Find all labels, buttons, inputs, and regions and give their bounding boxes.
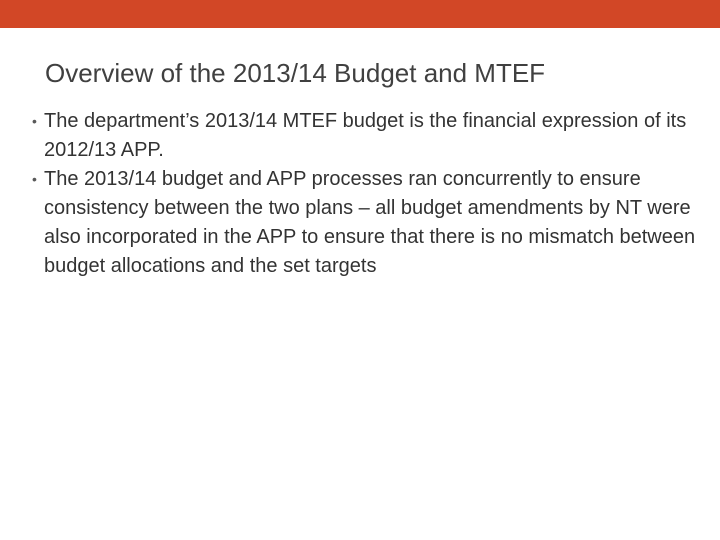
bullet-text: The department’s 2013/14 MTEF budget is the financial expression of its 2012/13 APP. [44, 110, 687, 161]
bullet-text: The 2013/14 budget and APP processes ran concurrently to ensure consistency between the two plans – all budget amendments by NT were also incorporated in the APP to ensure that there is no mismatch between budget allocations and the set targets [44, 168, 696, 277]
bullet-icon: • [32, 171, 37, 187]
bullet-item [32, 107, 700, 165]
bullet-item [32, 165, 700, 281]
slide-title: Overview of the 2013/14 Budget and MTEF [45, 58, 546, 88]
bullet-icon: • [32, 113, 37, 129]
bullet-list [32, 107, 700, 281]
accent-top-bar [0, 0, 720, 28]
